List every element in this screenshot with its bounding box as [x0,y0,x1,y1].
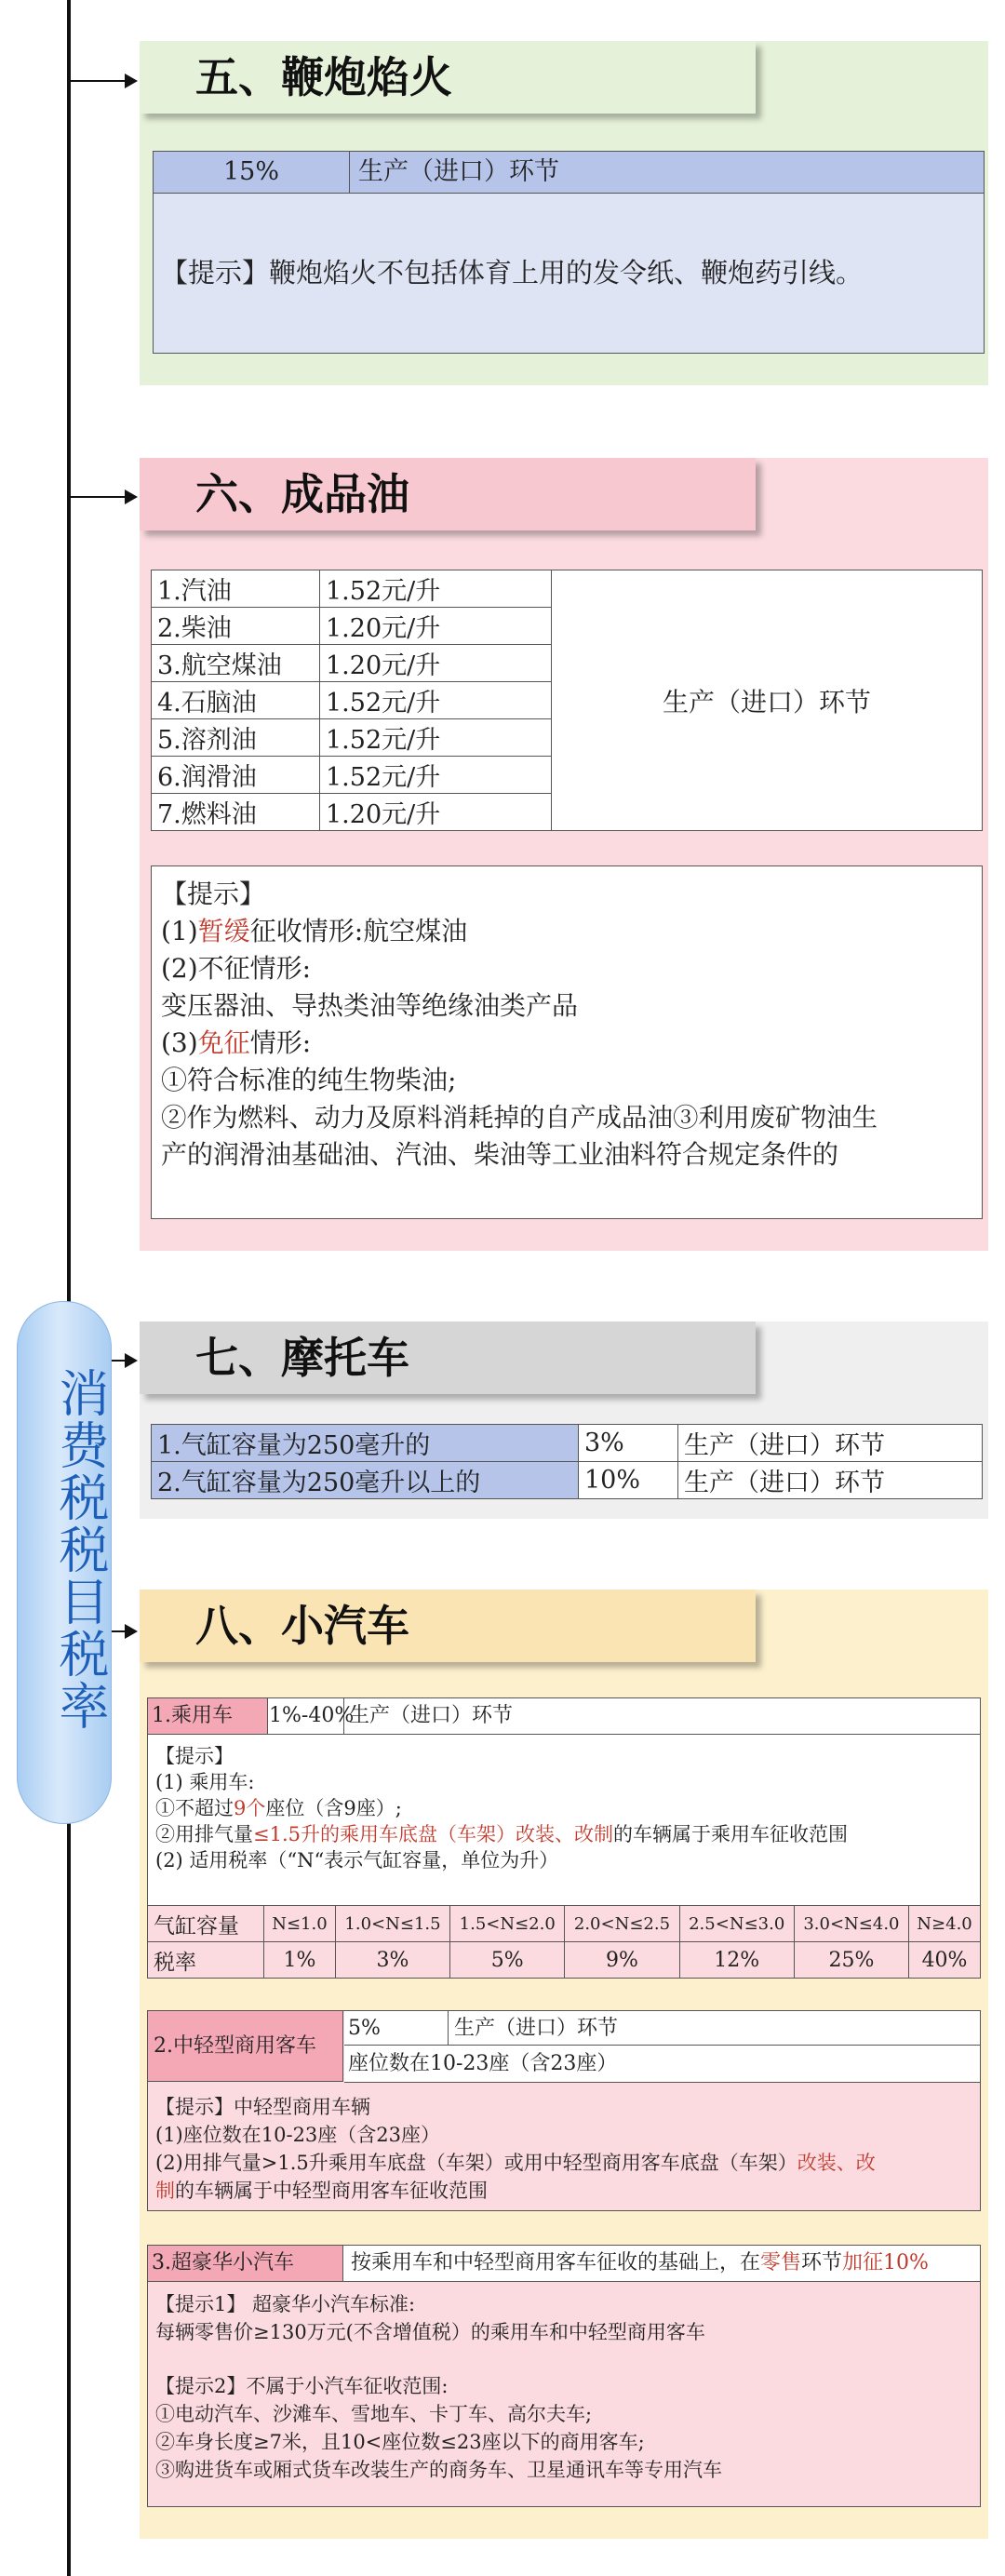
moto-stage: 生产（进口）环节 [678,1425,983,1462]
oil-rate: 1.20元/升 [320,794,552,831]
cap-cell: 1.0<N≤1.5 [335,1906,449,1942]
luxury-car-box [147,2245,981,2507]
car-stage: 生产（进口）环节 [349,1704,514,1727]
oil-name: 4.石脑油 [152,682,320,719]
car-name: 2.中轻型商用客车 [148,2011,343,2082]
oil-name: 2.柴油 [152,608,320,645]
cap-cell: N≤1.0 [264,1906,336,1942]
tip-line: (2)不征情形: [161,953,312,984]
oil-stage: 生产（进口）环节 [552,570,983,831]
tip-line: 制的车辆属于中轻型商用客车征收范围 [155,2180,488,2202]
oil-name: 1.汽油 [152,570,320,608]
displacement-rate-table [147,1905,981,1979]
table-row [148,1906,981,1942]
cap-cell: 3.0<N≤4.0 [794,1906,908,1942]
tip-line: (3)免征情形: [161,1027,312,1058]
side-label: 消费税税目税率 [51,1367,110,1732]
moto-name: 2.气缸容量为250毫升以上的 [152,1462,579,1499]
section-title: 六、成品油 [140,458,756,530]
tip-line: (1) 乘用车: [155,1771,255,1793]
oil-rate: 1.20元/升 [320,608,552,645]
oil-rate: 1.52元/升 [320,757,552,794]
tip-line: (2) 适用税率（“N“表示气缸容量，单位为升） [155,1849,559,1872]
rate-cell: 5% [450,1942,565,1979]
side-label-pill [17,1301,112,1824]
cap-cell: N≥4.0 [909,1906,981,1942]
table-row [152,1425,983,1462]
table-row [152,570,983,608]
tip-line: ③购进货车或厢式货车改装生产的商务车、卫星通讯车等专用汽车 [155,2459,722,2481]
arrow-s6 [69,496,134,498]
rate-cell: 40% [909,1942,981,1979]
tip-line: 产的润滑油基础油、汽油、柴油等工业油料符合规定条件的 [161,1139,839,1170]
moto-rate: 3% [579,1425,678,1462]
rate-cell: 1% [264,1942,336,1979]
timeline-line [67,0,71,2576]
spacer [155,2346,722,2372]
tip-line: (1)座位数在10-23座（含23座） [155,2124,441,2146]
commercial-bus-tips [155,2093,974,2205]
cap-cell: 2.5<N≤3.0 [679,1906,794,1942]
luxury-car-tips [155,2290,722,2484]
tip-title: 【提示】 [155,1745,234,1767]
tip-text: 【提示】鞭炮焰火不包括体育上用的发令纸、鞭炮药引线。 [161,257,864,288]
section-title: 五、鞭炮焰火 [140,41,756,114]
oil-rate: 1.20元/升 [320,645,552,682]
commercial-bus-header [344,2011,980,2083]
passenger-car-tips [155,1743,848,1873]
tip-line: (2)用排气量>1.5升乘用车底盘（车架）或用中轻型商用客车底盘（车架）改装、改 [155,2152,876,2174]
luxury-car-header [148,2246,980,2282]
car-stage: 生产（进口）环节 [449,2011,980,2046]
tip-title: 【提示】中轻型商用车辆 [155,2096,370,2118]
tip-title: 【提示1】 超豪华小汽车标准: [155,2293,416,2315]
motorcycle-table [151,1424,983,1499]
cap-label: 气缸容量 [148,1906,264,1942]
passenger-car-box [147,1697,981,1979]
tip-line: 变压器油、导热类油等绝缘油类产品 [161,990,579,1021]
tip-line: (1)暂缓征收情形:航空煤油 [161,916,468,946]
fireworks-box [153,151,985,354]
oil-rate: 1.52元/升 [320,570,552,608]
car-rate: 1%-40% [269,1698,344,1734]
tip-line: 每辆零售价≥130万元(不含增值税）的乘用车和中轻型商用客车 [155,2321,705,2343]
oil-name: 7.燃料油 [152,794,320,831]
rate-cell: 15% [154,152,350,193]
fireworks-header-row [154,152,984,194]
tip-title: 【提示】 [161,879,266,909]
oil-name: 5.溶剂油 [152,719,320,757]
car-desc: 按乘用车和中轻型商用客车征收的基础上，在零售环节加征10% [351,2251,929,2274]
passenger-car-header [148,1698,980,1735]
tip-line: ②作为燃料、动力及原料消耗掉的自产成品油③利用废矿物油生 [161,1103,878,1133]
tip-line: ①不超过9个座位（含9座）; [155,1797,402,1819]
oil-name: 6.润滑油 [152,757,320,794]
car-name: 3.超豪华小汽车 [148,2246,343,2281]
tip-line: ②车身长度≥7米，且10<座位数≤23座以下的商用客车; [155,2431,645,2453]
tip-line: ①符合标准的纯生物柴油; [161,1065,457,1095]
commercial-bus-box [147,2010,981,2211]
oil-rate: 1.52元/升 [320,719,552,757]
car-seats: 座位数在10-23座（含23座） [348,2052,618,2075]
oil-tip-box [151,865,983,1219]
rate-cell: 25% [794,1942,908,1979]
tip-title: 【提示2】不属于小汽车征收范围: [155,2375,449,2397]
car-name: 1.乘用车 [148,1698,268,1734]
moto-rate: 10% [579,1462,678,1499]
car-rate: 5% [344,2011,449,2046]
moto-name: 1.气缸容量为250毫升的 [152,1425,579,1462]
tip-line: ①电动汽车、沙滩车、雪地车、卡丁车、高尔夫车; [155,2403,593,2425]
oil-name: 3.航空煤油 [152,645,320,682]
section-title: 七、摩托车 [140,1322,756,1394]
arrow-s5 [69,80,134,82]
rate-cell: 9% [565,1942,679,1979]
moto-stage: 生产（进口）环节 [678,1462,983,1499]
rate-cell: 3% [335,1942,449,1979]
stage-cell: 生产（进口）环节 [358,157,559,186]
oil-rate: 1.52元/升 [320,682,552,719]
tip-line: ②用排气量≤1.5升的乘用车底盘（车架）改装、改制的车辆属于乘用车征收范围 [155,1823,848,1845]
section-title: 八、小汽车 [140,1590,756,1662]
rate-label: 税率 [148,1942,264,1979]
cap-cell: 1.5<N≤2.0 [450,1906,565,1942]
table-row [148,1942,981,1979]
rate-cell: 12% [679,1942,794,1979]
table-row [152,1462,983,1499]
cap-cell: 2.0<N≤2.5 [565,1906,679,1942]
oil-table [151,570,983,831]
